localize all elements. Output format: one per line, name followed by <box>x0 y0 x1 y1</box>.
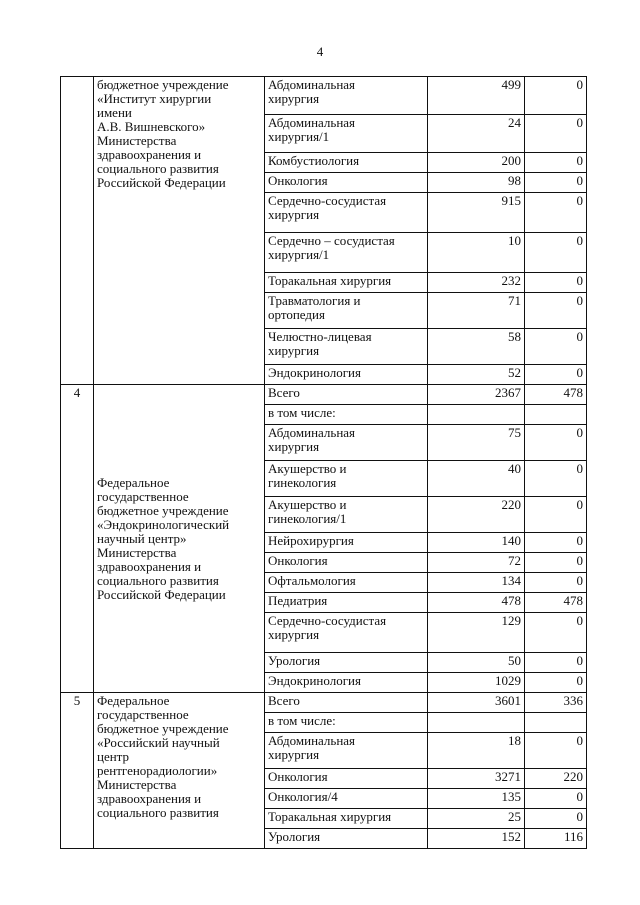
volume-total-cell: 52 <box>428 365 525 385</box>
volume-total-cell: 40 <box>428 461 525 497</box>
specialty-cell: Сердечно-сосудистая хирургия <box>265 613 428 653</box>
volume-second-cell: 0 <box>525 497 587 533</box>
volume-second-cell: 220 <box>525 769 587 789</box>
specialty-cell: Сердечно-сосудистая хирургия <box>265 193 428 233</box>
volume-total-cell: 75 <box>428 425 525 461</box>
specialty-cell: Онкология <box>265 553 428 573</box>
specialty-cell: в том числе: <box>265 405 428 425</box>
volume-second-cell: 0 <box>525 233 587 273</box>
volume-total-cell: 18 <box>428 733 525 769</box>
volume-total-cell: 129 <box>428 613 525 653</box>
page-number: 4 <box>316 44 324 59</box>
volume-second-cell: 0 <box>525 173 587 193</box>
volume-second-cell: 0 <box>525 77 587 115</box>
volume-total-cell: 135 <box>428 789 525 809</box>
volume-second-cell: 0 <box>525 533 587 553</box>
specialty-cell: Всего <box>265 385 428 405</box>
volume-second-cell: 0 <box>525 733 587 769</box>
specialty-cell: Сердечно – сосудистая хирургия/1 <box>265 233 428 273</box>
volume-total-cell: 98 <box>428 173 525 193</box>
volume-second-cell: 0 <box>525 653 587 673</box>
specialty-cell: Челюстно-лицевая хирургия <box>265 329 428 365</box>
volume-total-cell: 58 <box>428 329 525 365</box>
volume-second-cell: 478 <box>525 385 587 405</box>
specialty-cell: Офтальмология <box>265 573 428 593</box>
volume-total-cell: 478 <box>428 593 525 613</box>
specialty-cell: Всего <box>265 693 428 713</box>
specialty-cell: Акушерство и гинекология <box>265 461 428 497</box>
volume-second-cell: 0 <box>525 673 587 693</box>
specialty-cell: Педиатрия <box>265 593 428 613</box>
volume-second-cell <box>525 713 587 733</box>
specialty-cell: Эндокринология <box>265 673 428 693</box>
volume-total-cell: 140 <box>428 533 525 553</box>
specialty-cell: Травматология и ортопедия <box>265 293 428 329</box>
table-row <box>61 77 587 115</box>
volume-second-cell: 0 <box>525 425 587 461</box>
section-number <box>61 77 94 385</box>
volume-total-cell: 1029 <box>428 673 525 693</box>
volume-second-cell: 0 <box>525 365 587 385</box>
volume-second-cell: 0 <box>525 153 587 173</box>
volume-second-cell: 0 <box>525 329 587 365</box>
volume-second-cell: 0 <box>525 293 587 329</box>
volume-second-cell: 116 <box>525 829 587 849</box>
organization-name: бюджетное учреждение «Институт хирургии имени А.В. Вишневского» Министерства здравоохранения и социального развития Российской Федерации <box>94 77 265 385</box>
specialty-cell: Онкология <box>265 173 428 193</box>
volume-total-cell: 2367 <box>428 385 525 405</box>
volume-total-cell: 220 <box>428 497 525 533</box>
specialty-cell: Абдоминальная хирургия/1 <box>265 115 428 153</box>
specialty-cell: Торакальная хирургия <box>265 809 428 829</box>
specialty-cell: Урология <box>265 653 428 673</box>
volume-total-cell: 25 <box>428 809 525 829</box>
section-number: 4 <box>61 385 94 693</box>
volume-second-cell: 0 <box>525 553 587 573</box>
volume-second-cell <box>525 405 587 425</box>
volume-total-cell <box>428 405 525 425</box>
allocation-table <box>60 76 587 849</box>
specialty-cell: Абдоминальная хирургия <box>265 733 428 769</box>
specialty-cell: Абдоминальная хирургия <box>265 77 428 115</box>
specialty-cell: Акушерство и гинекология/1 <box>265 497 428 533</box>
specialty-cell: в том числе: <box>265 713 428 733</box>
volume-total-cell: 3271 <box>428 769 525 789</box>
volume-second-cell: 0 <box>525 789 587 809</box>
specialty-cell: Абдоминальная хирургия <box>265 425 428 461</box>
specialty-cell: Торакальная хирургия <box>265 273 428 293</box>
volume-total-cell: 232 <box>428 273 525 293</box>
table-row <box>61 385 587 405</box>
specialty-cell: Онкология <box>265 769 428 789</box>
volume-second-cell: 0 <box>525 273 587 293</box>
volume-second-cell: 0 <box>525 193 587 233</box>
volume-total-cell: 134 <box>428 573 525 593</box>
specialty-cell: Нейрохирургия <box>265 533 428 553</box>
volume-total-cell: 24 <box>428 115 525 153</box>
volume-total-cell: 10 <box>428 233 525 273</box>
volume-total-cell: 72 <box>428 553 525 573</box>
specialty-cell: Урология <box>265 829 428 849</box>
specialty-cell: Эндокринология <box>265 365 428 385</box>
volume-second-cell: 0 <box>525 573 587 593</box>
specialty-cell: Онкология/4 <box>265 789 428 809</box>
organization-name: Федеральное государственное бюджетное учреждение «Эндокринологический научный центр» Министерства здравоохранения и социального развития Российской Федерации <box>94 385 265 693</box>
section-number: 5 <box>61 693 94 849</box>
volume-total-cell: 50 <box>428 653 525 673</box>
volume-total-cell: 152 <box>428 829 525 849</box>
specialty-cell: Комбустиология <box>265 153 428 173</box>
volume-second-cell: 0 <box>525 115 587 153</box>
volume-total-cell: 71 <box>428 293 525 329</box>
volume-second-cell: 0 <box>525 809 587 829</box>
volume-total-cell: 915 <box>428 193 525 233</box>
volume-second-cell: 0 <box>525 613 587 653</box>
volume-second-cell: 336 <box>525 693 587 713</box>
volume-total-cell: 499 <box>428 77 525 115</box>
volume-total-cell: 3601 <box>428 693 525 713</box>
volume-second-cell: 478 <box>525 593 587 613</box>
volume-second-cell: 0 <box>525 461 587 497</box>
volume-total-cell: 200 <box>428 153 525 173</box>
table-row <box>61 693 587 713</box>
organization-name: Федеральное государственное бюджетное учреждение «Российский научный центр рентгенорадиологии» Министерства здравоохранения и социального развития <box>94 693 265 849</box>
volume-total-cell <box>428 713 525 733</box>
